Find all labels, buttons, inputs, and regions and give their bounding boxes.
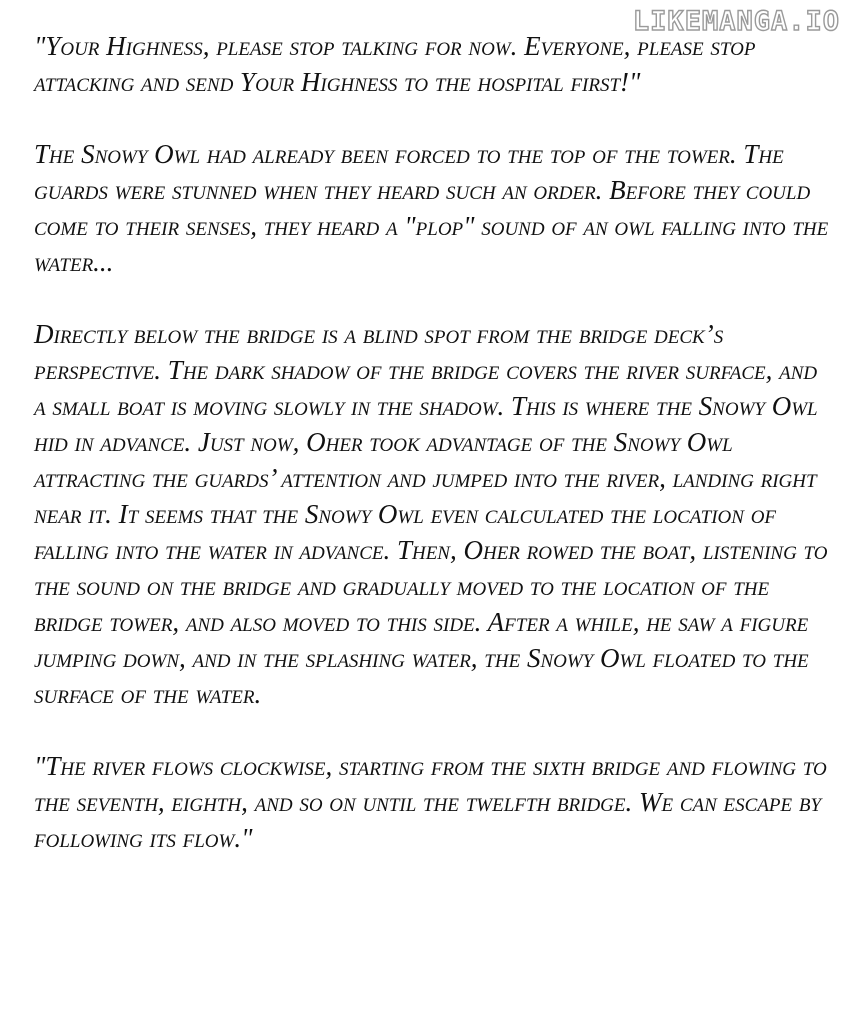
paragraph-1: "Your Highness, please stop talking for now. Everyone, please stop attacking and send Your Highness to the hospital first!" bbox=[34, 31, 756, 97]
watermark-logo: LIKEMANGA.IO bbox=[632, 6, 840, 37]
story-text bbox=[34, 28, 834, 856]
paragraph-4: "The river flows clockwise, starting from the sixth bridge and flowing to the seventh, eighth, and so on until the twelfth bridge. We can escape by following its flow." bbox=[34, 751, 827, 853]
paragraph-2: The Snowy Owl had already been forced to the top of the tower. The guards were stunned when they heard such an order. Before they could come to their senses, they heard a "plop" sound of an owl falling into the water... bbox=[34, 139, 829, 277]
paragraph-3: Directly below the bridge is a blind spot from the bridge deck’s perspective. The dark shadow of the bridge covers the river surface, and a small boat is moving slowly in the shadow. This is where the Snowy Owl hid in advance. Just now, Oher took advantage of the Snowy Owl attracting the guards’ attention and jumped into the river, landing right near it. It seems that the Snowy Owl even calculated the location of falling into the water in advance. Then, Oher rowed the boat, listening to the sound on the bridge and gradually moved to the location of the bridge tower, and also moved to this side. After a while, he saw a figure jumping down, and in the splashing water, the Snowy Owl floated to the surface of the water. bbox=[34, 319, 828, 709]
